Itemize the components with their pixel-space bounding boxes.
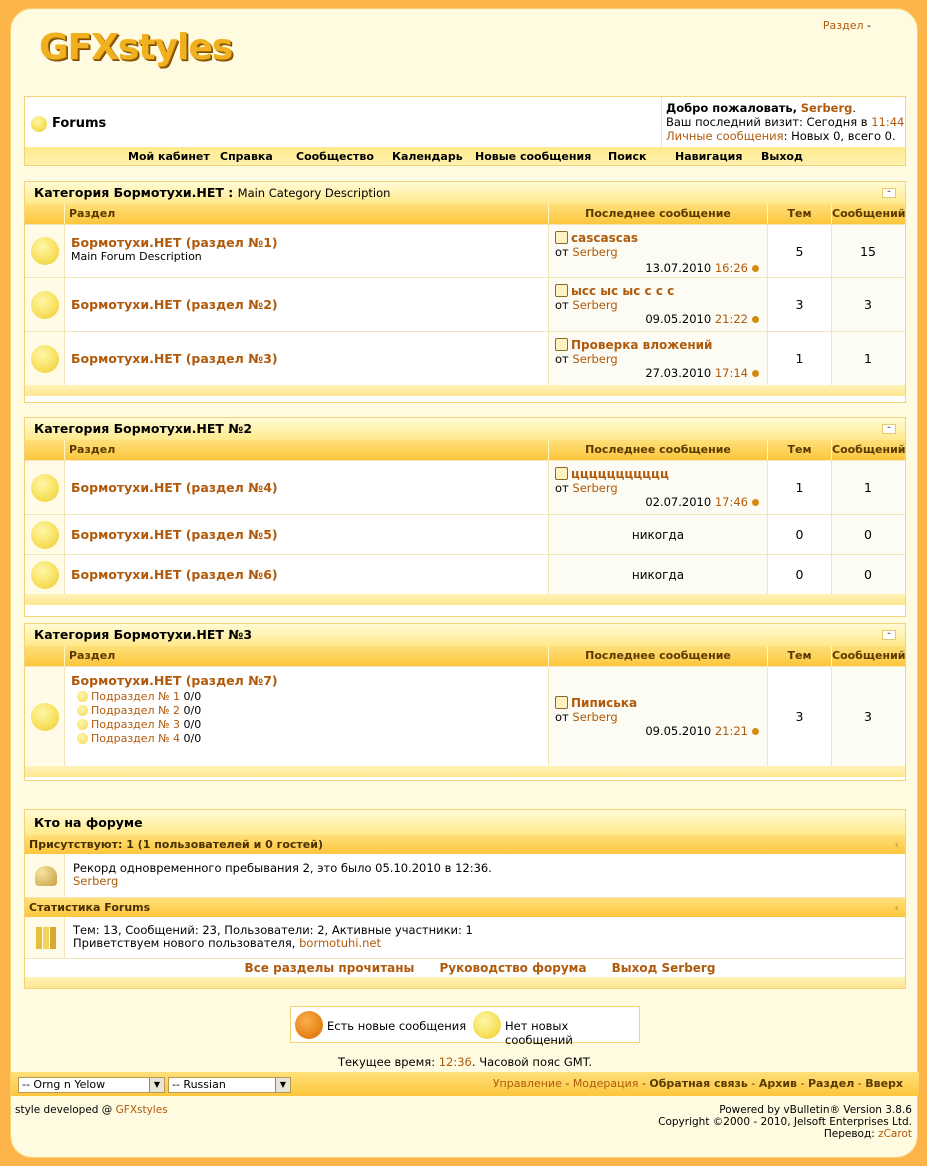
- col-last-post: Последнее сообщение: [549, 204, 768, 224]
- pm-link[interactable]: Личные сообщения: [666, 129, 784, 143]
- category-2-header: [25, 418, 905, 440]
- box-footer: [25, 977, 905, 988]
- section-link[interactable]: Раздел: [807, 1077, 855, 1090]
- post-count: 0: [832, 555, 904, 594]
- forum-status-icon: [31, 237, 59, 265]
- thread-count: 5: [768, 225, 832, 277]
- category-2-title[interactable]: Категория Бормотухи.НЕТ №2: [34, 421, 253, 436]
- menu-search[interactable]: Поиск: [608, 150, 647, 163]
- forum-title[interactable]: Бормотухи.НЕТ (раздел №5): [71, 527, 278, 542]
- thread-count: 0: [768, 555, 832, 594]
- menu-community[interactable]: Сообщество: [296, 150, 374, 163]
- forum-title[interactable]: Бормотухи.НЕТ (раздел №3): [71, 351, 278, 366]
- thread-icon: [555, 467, 568, 480]
- forum-rules-link[interactable]: Руководство форума: [439, 961, 587, 975]
- category-1-desc: Main Category Description: [237, 186, 391, 200]
- last-post-user[interactable]: Serberg: [572, 352, 618, 366]
- user-panel: Добро пожаловать, Serberg. Ваш последний визит: Сегодня в 11:44 Личные сообщения: Новых 0, всего 0.: [661, 97, 907, 147]
- last-post-never: никогда: [549, 555, 768, 594]
- menu-new-posts[interactable]: Новые сообщения: [475, 150, 592, 163]
- forum-row: Бормотухи.НЕТ (раздел №3) Проверка вложений от Serberg 27.03.2010 17:14 1 1: [25, 331, 905, 385]
- record-user-link[interactable]: Serberg: [73, 874, 119, 888]
- forum-row: [25, 514, 905, 554]
- style-select[interactable]: -- Orng n Yelow ▼: [18, 1077, 165, 1093]
- forum-description: Main Forum Description: [71, 250, 202, 263]
- footer-links: [25, 959, 905, 977]
- post-count: 3: [832, 278, 904, 331]
- forums-icon: [31, 116, 47, 132]
- menu-logout[interactable]: Выход: [761, 150, 803, 163]
- bottom-links: Управление - Модерация - Обратная связь - Архив - Раздел - Вверх: [492, 1077, 903, 1090]
- forum-row: Бормотухи.НЕТ (раздел №7) Подраздел № 1 0/0 Подраздел № 2 0/0 Подраздел № 3 0/0 Подраздел № 4 0/0 Пиписька от Serberg 09.05.2010 21:21 3 3: [25, 666, 905, 766]
- last-visit-time: 11:44: [871, 115, 905, 129]
- forum-status-icon: [31, 291, 59, 319]
- new-posts-icon: [295, 1011, 323, 1039]
- thumbs-up-icon: [555, 696, 568, 709]
- category-footer: [25, 594, 905, 605]
- no-new-posts-icon: [473, 1011, 501, 1039]
- column-header: Раздел Последнее сообщение Тем Сообщений: [25, 646, 905, 666]
- forum-row: Бормотухи.НЕТ (раздел №1) Main Forum Description cascascas от Serberg 13.07.2010 16:26 5 15: [25, 224, 905, 277]
- username-link[interactable]: Serberg: [800, 101, 853, 115]
- collapse-icon[interactable]: -: [882, 424, 896, 434]
- last-post-title[interactable]: Пиписька: [571, 696, 638, 710]
- site-logo[interactable]: GFXstyles: [39, 27, 233, 68]
- thread-count: 3: [768, 278, 832, 331]
- last-post-date: 09.05.2010: [645, 312, 712, 326]
- mark-read-link[interactable]: Все разделы прочитаны: [244, 961, 415, 975]
- subforum-item: Подраздел № 1 0/0: [77, 690, 548, 704]
- column-header: Раздел Последнее сообщение Тем Сообщений: [25, 440, 905, 460]
- menu-usercp[interactable]: Мой кабинет: [128, 150, 210, 163]
- pm-status: : Новых 0, всего 0.: [783, 129, 896, 143]
- menu-navigation[interactable]: Навигация: [675, 150, 743, 163]
- translator-link[interactable]: zCarot: [878, 1128, 912, 1140]
- post-count: 1: [832, 332, 904, 385]
- forum-title[interactable]: Бормотухи.НЕТ (раздел №7): [71, 673, 278, 688]
- stats-row: Тем: 13, Сообщений: 23, Пользователи: 2, Активные участники: 1 Приветствуем нового пользователя, bormotuhi.net: [25, 917, 905, 959]
- admin-link[interactable]: Управление: [492, 1077, 562, 1090]
- page-title: Forums: [52, 116, 107, 131]
- stats-text: Тем: 13, Сообщений: 23, Пользователи: 2, Активные участники: 1: [73, 923, 473, 937]
- forum-status-icon: [31, 345, 59, 373]
- whos-online-box: [24, 809, 906, 989]
- bottom-bar: [11, 1072, 919, 1096]
- last-post-user[interactable]: Serberg: [572, 298, 618, 312]
- online-count-link[interactable]: 1 (1 пользователей и 0 гостей): [126, 838, 324, 851]
- last-post-date: 09.05.2010: [645, 724, 712, 738]
- last-post-user[interactable]: Serberg: [572, 481, 618, 495]
- column-header: [25, 204, 905, 224]
- forum-status-icon: [31, 474, 59, 502]
- main-menu: [25, 147, 905, 165]
- users-icon: [35, 866, 57, 886]
- current-time: Текущее время: 12:36. Часовой пояс GMT.: [337, 1055, 593, 1069]
- last-post-user[interactable]: Serberg: [572, 245, 618, 259]
- collapse-icon[interactable]: ‹: [894, 901, 899, 914]
- chevron-down-icon: ▼: [149, 1078, 164, 1092]
- last-post-title[interactable]: Проверка вложений: [571, 338, 713, 352]
- collapse-icon[interactable]: -: [882, 630, 896, 640]
- category-1: [24, 181, 906, 403]
- category-3-header: [25, 624, 905, 646]
- archive-link[interactable]: Архив: [758, 1077, 797, 1090]
- category-footer: [25, 766, 905, 777]
- thread-count: 1: [768, 461, 832, 514]
- col-forum: Раздел: [65, 204, 549, 224]
- post-count: 3: [832, 667, 904, 766]
- post-count: 0: [832, 515, 904, 554]
- chevron-down-icon: ▼: [275, 1078, 290, 1092]
- last-post-title[interactable]: ццццццццццц: [571, 467, 669, 481]
- thumbs-up-icon: [555, 338, 568, 351]
- new-user-link[interactable]: bormotuhi.net: [299, 936, 382, 950]
- thread-count: 3: [768, 667, 832, 766]
- top-link[interactable]: Вверх: [865, 1077, 903, 1090]
- whos-online-title[interactable]: Кто на форуме: [34, 815, 143, 830]
- category-footer: [25, 385, 905, 396]
- gfxstyles-link[interactable]: GFXstyles: [115, 1104, 168, 1116]
- subforum-list: [71, 690, 548, 746]
- subforum-item: Подраздел № 2 0/0: [77, 704, 548, 718]
- forum-row: Бормотухи.НЕТ (раздел №4) ццццццццццц от Serberg 02.07.2010 17:46 1 1: [25, 460, 905, 514]
- col-threads: Тем: [768, 204, 832, 224]
- forum-title[interactable]: Бормотухи.НЕТ (раздел №2): [71, 297, 278, 312]
- stats-subheader: Статистика Forums ‹: [25, 898, 905, 917]
- record-row: [25, 854, 905, 898]
- post-count: 15: [832, 225, 904, 277]
- forum-row: [25, 554, 905, 594]
- category-3-title[interactable]: Категория Бормотухи.НЕТ №3: [34, 627, 253, 642]
- last-post-never: никогда: [549, 515, 768, 554]
- goto-last-post-icon[interactable]: [752, 265, 759, 272]
- menu-calendar[interactable]: Календарь: [392, 150, 463, 163]
- legend-old-text: Нет новых сообщений: [505, 1019, 573, 1047]
- category-3: [24, 623, 906, 781]
- thumbs-up-icon: [555, 284, 568, 297]
- col-posts: Сообщений: [832, 207, 906, 220]
- logout-link[interactable]: Выход Serberg: [611, 961, 716, 975]
- goto-last-post-icon[interactable]: [752, 728, 759, 735]
- last-visit-text: Ваш последний визит: Сегодня в: [666, 115, 868, 129]
- goto-last-post-icon[interactable]: [752, 316, 759, 323]
- forum-status-icon: [31, 561, 59, 589]
- welcome-text: Добро пожаловать,: [666, 101, 798, 115]
- contact-link[interactable]: Обратная связь: [649, 1077, 748, 1090]
- legend-new-text: Есть новые сообщения: [327, 1019, 467, 1033]
- whos-online-header: [25, 810, 905, 835]
- last-post-user[interactable]: Serberg: [572, 710, 618, 724]
- category-2: [24, 417, 906, 617]
- stats-chart-icon: [36, 927, 56, 949]
- thread-count: 1: [768, 332, 832, 385]
- category-1-header: Категория Бормотухи.НЕТ : Main Category Description -: [25, 182, 905, 204]
- post-count: 1: [832, 461, 904, 514]
- subforum-icon: [77, 719, 88, 730]
- copyright: Powered by vBulletin® Version 3.8.6 Copyright ©2000 - 2010, Jelsoft Enterprises Ltd. Перевод: zCarot: [658, 1104, 912, 1140]
- menu-help[interactable]: Справка: [220, 150, 273, 163]
- thread-count: 0: [768, 515, 832, 554]
- top-links: Раздел -: [822, 19, 871, 32]
- forum-status-icon: [31, 703, 59, 731]
- forum-title[interactable]: Бормотухи.НЕТ (раздел №6): [71, 567, 278, 582]
- forum-status-icon: [31, 521, 59, 549]
- forum-title[interactable]: Бормотухи.НЕТ (раздел №1): [71, 235, 278, 250]
- last-post-date: 02.07.2010: [645, 495, 712, 509]
- page-container: [10, 8, 918, 1158]
- subforum-item: Подраздел № 4 0/0: [77, 732, 548, 746]
- style-credit: style developed @ GFXstyles: [15, 1104, 168, 1116]
- forum-title[interactable]: Бормотухи.НЕТ (раздел №4): [71, 480, 278, 495]
- online-subheader: Присутствуют: 1 (1 пользователей и 0 гостей) ‹: [25, 835, 905, 854]
- record-text: Рекорд одновременного пребывания 2, это было 05.10.2010 в 12:36.: [73, 861, 492, 875]
- goto-last-post-icon[interactable]: [752, 370, 759, 377]
- language-select[interactable]: -- Russian ▼: [168, 1077, 291, 1093]
- category-1-title[interactable]: Категория Бормотухи.НЕТ: [34, 185, 224, 200]
- icon-legend: [290, 1006, 640, 1047]
- subforum-icon: [77, 733, 88, 744]
- subforum-item: Подраздел № 3 0/0: [77, 718, 548, 732]
- goto-last-post-icon[interactable]: [752, 499, 759, 506]
- top-section-link[interactable]: Раздел: [822, 19, 864, 32]
- navbar-box: [24, 96, 906, 166]
- collapse-icon[interactable]: ‹: [894, 838, 899, 851]
- mod-link[interactable]: Модерация: [572, 1077, 639, 1090]
- last-post-date: 27.03.2010: [645, 366, 712, 380]
- last-post-title[interactable]: cascascas: [571, 231, 639, 245]
- subforum-icon: [77, 691, 88, 702]
- last-post-date: 13.07.2010: [645, 261, 712, 275]
- forum-row: Бормотухи.НЕТ (раздел №2) ысс ыс ыс с с с от Serberg 09.05.2010 21:22 3 3: [25, 277, 905, 331]
- collapse-icon[interactable]: -: [882, 188, 896, 198]
- subforum-icon: [77, 705, 88, 716]
- navbar-title-area: [25, 97, 661, 147]
- thread-icon: [555, 231, 568, 244]
- last-post-title[interactable]: ысс ыс ыс с с с: [571, 284, 675, 298]
